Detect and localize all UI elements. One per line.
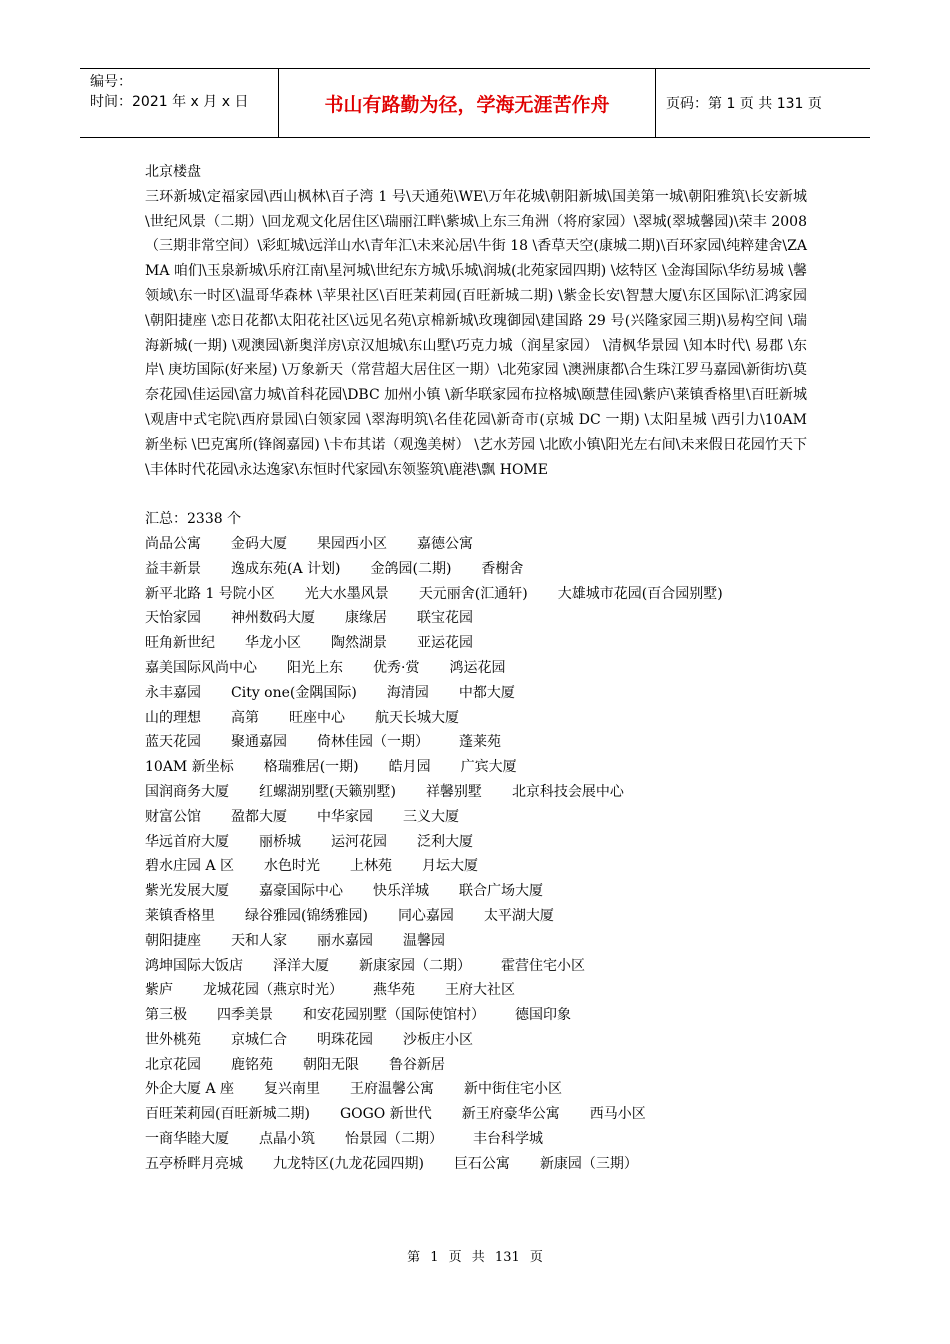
- estate-name: 百旺茉莉园(百旺新城二期): [145, 1106, 310, 1123]
- estate-name: 倚林佳园（一期）: [317, 734, 429, 751]
- estate-name: 外企大厦 A 座: [145, 1081, 235, 1098]
- estate-name: 西马小区: [589, 1106, 646, 1123]
- estate-name: 上林苑: [350, 858, 393, 875]
- estate-name: 联宝花园: [417, 610, 473, 627]
- estate-name: 丽桥城: [259, 833, 301, 850]
- estate-name: 航天长城大厦: [375, 709, 459, 726]
- estate-name: 祥馨别墅: [425, 783, 482, 800]
- estate-list: [145, 532, 807, 1177]
- estate-name: 五亭桥畔月亮城: [145, 1155, 243, 1172]
- estate-row: [145, 954, 807, 979]
- estate-name: 光大水墨风景: [304, 585, 389, 602]
- estate-row: [145, 557, 807, 582]
- estate-name: 九龙特区(九龙花园四期): [273, 1155, 424, 1172]
- estate-name: 泛利大厦: [417, 833, 473, 850]
- estate-name: 新平北路 1 号院小区: [145, 585, 275, 602]
- estate-name: 益丰新景: [145, 560, 201, 577]
- estate-name: 中都大厦: [458, 684, 515, 701]
- estate-name: 和安花园别墅（国际使馆村）: [303, 1007, 485, 1024]
- estate-name: 新康园（三期）: [539, 1155, 638, 1172]
- estate-name: 金鸽园(二期): [370, 560, 452, 577]
- estate-name: 神州数码大厦: [231, 610, 315, 627]
- estate-name: 新中街住宅小区: [464, 1081, 563, 1098]
- estate-name: 碧水庄园 A 区: [145, 858, 235, 875]
- estate-name: 沙板庄小区: [403, 1031, 473, 1048]
- estate-row: [145, 1003, 807, 1028]
- estate-name: 香榭舍: [481, 560, 524, 577]
- estate-name: 泽洋大厦: [273, 957, 329, 974]
- estate-name: 天怡家园: [145, 610, 201, 627]
- estate-name: 鸿坤国际大饭店: [145, 957, 243, 974]
- estate-name: 德国印象: [515, 1007, 571, 1024]
- estate-name: 康缘居: [345, 610, 387, 627]
- estate-name: 高第: [231, 709, 259, 726]
- header-meta: [80, 69, 278, 137]
- estate-name: 紫光发展大厦: [145, 883, 229, 900]
- estate-name: 旺座中心: [289, 709, 345, 726]
- estate-name: 亚运花园: [417, 635, 473, 652]
- estate-name: 巨石公寓: [453, 1155, 510, 1172]
- estate-name: 旺角新世纪: [145, 635, 215, 652]
- estate-name: City one(金隅国际): [231, 684, 357, 701]
- estate-name: 永丰嘉园: [145, 684, 201, 701]
- estate-row: [145, 978, 807, 1003]
- estate-row: [145, 755, 807, 780]
- document-body: [145, 160, 807, 1177]
- estate-name: 尚品公寓: [145, 535, 201, 552]
- estate-row: [145, 681, 807, 706]
- document-time-label: 时间：2021 年 x 月 x 日: [90, 94, 249, 110]
- estate-row: [145, 706, 807, 731]
- page-header: [80, 68, 870, 138]
- estate-name: 朝阳捷座: [145, 932, 201, 949]
- estate-name: 山的理想: [145, 709, 201, 726]
- estate-name: 怡景园（二期）: [345, 1131, 443, 1148]
- estate-row: [145, 730, 807, 755]
- estate-name: 复兴南里: [264, 1081, 321, 1098]
- estate-name: 北京花园: [145, 1056, 201, 1073]
- estate-name: 果园西小区: [317, 535, 387, 552]
- estate-name: 蓝天花园: [145, 734, 201, 751]
- estate-name: 鹿铭苑: [231, 1056, 273, 1073]
- estate-name: 王府大社区: [445, 982, 515, 999]
- estate-name: 嘉德公寓: [417, 535, 473, 552]
- estate-name: 一商华睦大厦: [145, 1131, 229, 1148]
- estate-row: [145, 904, 807, 929]
- estate-name: 大雄城市花园(百合园别墅): [557, 585, 723, 602]
- estate-name: 皓月园: [388, 759, 431, 776]
- section-title: 北京楼盘: [145, 164, 201, 180]
- estate-name: 龙城花园（燕京时光）: [203, 982, 343, 999]
- estate-row: [145, 1028, 807, 1053]
- estate-row: [145, 830, 807, 855]
- estate-row: [145, 656, 807, 681]
- blank-line: [145, 482, 807, 507]
- estate-row: [145, 780, 807, 805]
- estate-name: 阳光上东: [287, 659, 343, 676]
- estate-name: 霍营住宅小区: [501, 957, 585, 974]
- estate-name: 温馨园: [403, 932, 445, 949]
- header-motto: 书山有路勤为径，学海无涯苦作舟: [278, 69, 656, 137]
- estate-name: 天元丽舍(汇通轩): [418, 585, 528, 602]
- estate-row: [145, 1127, 807, 1152]
- estate-name: 华龙小区: [245, 635, 301, 652]
- estate-name: 绿谷雅园(锦绣雅园): [245, 907, 368, 924]
- estate-name: 金码大厦: [231, 535, 287, 552]
- header-page-number: 页码：第 1 页 共 131 页: [666, 96, 822, 112]
- estate-name: 格瑞雅居(一期): [263, 759, 359, 776]
- estate-name: 华远首府大厦: [145, 833, 229, 850]
- estate-name: 紫庐: [145, 982, 173, 999]
- estate-row: [145, 854, 807, 879]
- estate-name: 四季美景: [217, 1007, 273, 1024]
- estate-row: [145, 805, 807, 830]
- estate-name: 国润商务大厦: [145, 783, 229, 800]
- estate-name: 嘉美国际风尚中心: [145, 659, 257, 676]
- estate-name: 同心嘉园: [397, 907, 454, 924]
- estate-name: 王府温馨公寓: [350, 1081, 435, 1098]
- estate-row: [145, 1152, 807, 1177]
- estate-name: 优秀·赏: [373, 659, 420, 676]
- estate-name: 聚通嘉园: [231, 734, 287, 751]
- estate-name: 明珠花园: [317, 1031, 373, 1048]
- estate-name: 鲁谷新居: [389, 1056, 445, 1073]
- estate-name: 朝阳无限: [303, 1056, 359, 1073]
- document-number-label: 编号：: [90, 74, 132, 90]
- estate-name: 陶然湖景: [331, 635, 387, 652]
- estate-name: 财富公馆: [145, 808, 201, 825]
- page-footer: 第 1 页 共 131 页: [407, 1250, 543, 1265]
- estate-name: 第三极: [145, 1007, 187, 1024]
- estate-name: 天和人家: [231, 932, 287, 949]
- estate-name: 10AM 新坐标: [145, 759, 234, 776]
- estate-name: 水色时光: [264, 858, 321, 875]
- estate-name: 新康家园（二期）: [359, 957, 471, 974]
- estate-name: 丰台科学城: [473, 1131, 543, 1148]
- estate-name: 联合广场大厦: [459, 883, 543, 900]
- estate-name: 月坛大厦: [422, 858, 479, 875]
- estate-name: 鸿运花园: [449, 659, 506, 676]
- estate-row: [145, 1077, 807, 1102]
- estate-row: [145, 1053, 807, 1078]
- estate-row: [145, 631, 807, 656]
- estate-name: 丽水嘉园: [317, 932, 373, 949]
- estate-name: 点晶小筑: [259, 1131, 315, 1148]
- estate-name: GOGO 新世代: [339, 1106, 432, 1123]
- estate-name: 盈都大厦: [231, 808, 287, 825]
- estate-name: 逸成东苑(A 计划): [231, 560, 341, 577]
- estate-name: 京城仁合: [231, 1031, 287, 1048]
- estate-row: [145, 582, 807, 607]
- estate-name: 广宾大厦: [460, 759, 517, 776]
- intro-paragraph: 三环新城\定福家园\西山枫林\百子湾 1 号\天通苑\WE\万年花城\朝阳新城\国美第一城\朝阳雅筑\长安新城\世纪风景（二期）\回龙观文化居住区\瑞丽江畔\紫城\上东三角洲（将府家园）\翠城(翠城馨园)\荣丰 2008（三期非常空间）\彩虹城\远洋山水\青年汇\未来沁居\牛街 18 \香草天空(康城二期)\百环家园\纯粹建舍\ZAMA 咱们\玉泉新城\乐府江南\星河城\世纪东方城\乐城\润城(北苑家园四期) \炫特区 \金海国际\华纺易城 \馨领域\东一时区\温哥华森林 \苹果社区\百旺茉莉园(百旺新城二期) \紫金长安\智慧大厦\东区国际\汇鸿家园\朝阳捷座 \恋日花都\太阳花社区\远见名苑\京棉新城\玫瑰御园\建国路 29 号(兴隆家园三期)\易构空间 \瑞海新城(一期) \观澳园\新奥洋房\京汉旭城\东山墅\巧克力城（润星家园） \清枫华景园 \知本时代\ 易郡 \东岸\ 庚坊国际(好来屋) \万象新天（常营超大居住区一期）\北苑家园 \澳洲康都\合生珠江罗马嘉园\新街坊\莫奈花园\佳运园\富力城\首科花园\DBC 加州小镇 \新华联家园布拉格城\颐慧佳园\紫庐\莱镇香格里\百旺新城\观唐中式宅院\西府景园\白领家园 \翠海明筑\名佳花园\新奇市(京城 DC 一期) \太阳星城 \西引力\10AM 新坐标 \巴克寓所(锋阁嘉园) \卡布其诺（观逸美树） \艺水芳园 \北欧小镇\阳光左右间\未来假日花园竹天下\丰体时代花园\永达逸家\东恒时代家园\东领鉴筑\鹿港\飘 HOME: [145, 188, 807, 478]
- estate-name: 莱镇香格里: [145, 907, 215, 924]
- estate-name: 中华家园: [317, 808, 373, 825]
- estate-row: [145, 929, 807, 954]
- estate-name: 三义大厦: [403, 808, 459, 825]
- estate-name: 新王府豪华公寓: [461, 1106, 560, 1123]
- estate-row: [145, 532, 807, 557]
- estate-row: [145, 879, 807, 904]
- estate-name: 世外桃苑: [145, 1031, 201, 1048]
- estate-name: 嘉豪国际中心: [259, 883, 343, 900]
- estate-name: 海清园: [386, 684, 429, 701]
- estate-name: 快乐洋城: [373, 883, 429, 900]
- estate-row: [145, 1102, 807, 1127]
- estate-name: 蓬莱苑: [459, 734, 501, 751]
- estate-name: 运河花园: [331, 833, 387, 850]
- estate-name: 北京科技会展中心: [511, 783, 624, 800]
- estate-name: 燕华苑: [373, 982, 415, 999]
- summary-line: 汇总：2338 个: [145, 511, 242, 528]
- estate-row: [145, 606, 807, 631]
- estate-name: 红螺湖别墅(天籁别墅): [259, 783, 396, 800]
- estate-name: 太平湖大厦: [483, 907, 554, 924]
